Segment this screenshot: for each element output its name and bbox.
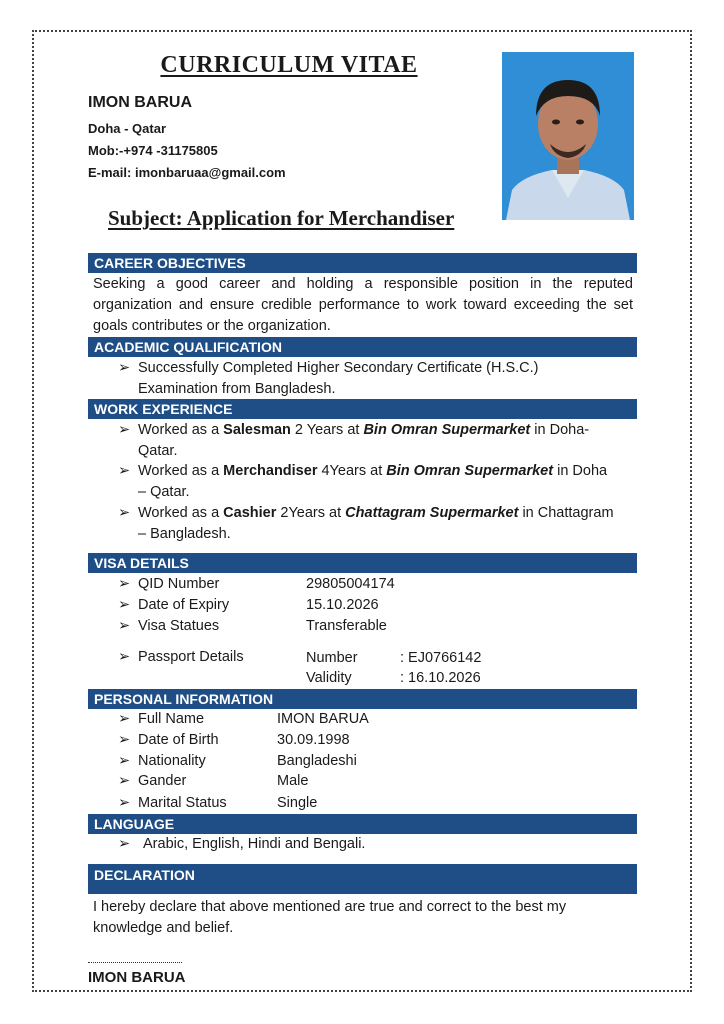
signature-name: IMON BARUA: [88, 969, 186, 986]
passport-number-label: Number: [306, 650, 358, 666]
bullet-arrow-icon: ➢: [118, 505, 131, 521]
visa-status-value: Transferable: [306, 618, 387, 634]
bullet-arrow-icon: ➢: [118, 360, 131, 376]
profile-photo: [502, 52, 634, 220]
bullet-arrow-icon: ➢: [118, 422, 131, 438]
passport-validity-label: Validity: [306, 670, 352, 686]
location: Doha - Qatar: [88, 121, 167, 136]
subject-line: Subject: Application for Merchandiser: [108, 206, 455, 230]
full-name-value: IMON BARUA: [277, 711, 369, 727]
section-career-objectives: CAREER OBJECTIVES: [88, 253, 637, 273]
passport-validity-value: : 16.10.2026: [400, 670, 481, 686]
signature-line: [88, 962, 182, 963]
section-work-experience: WORK EXPERIENCE: [88, 399, 637, 419]
expiry-value: 15.10.2026: [306, 597, 379, 613]
section-personal-information: PERSONAL INFORMATION: [88, 689, 637, 709]
applicant-name: IMON BARUA: [88, 94, 192, 111]
bullet-arrow-icon: ➢: [118, 795, 131, 811]
bullet-arrow-icon: ➢: [118, 773, 131, 789]
passport-number-value: : EJ0766142: [400, 650, 482, 666]
bullet-arrow-icon: ➢: [118, 836, 131, 852]
section-visa-details: VISA DETAILS: [88, 553, 637, 573]
marital-status-label: Marital Status: [138, 795, 227, 811]
section-language: LANGUAGE: [88, 814, 637, 834]
bullet-arrow-icon: ➢: [118, 711, 131, 727]
section-declaration: DECLARATION: [88, 864, 637, 894]
career-objective-text: Seeking a good career and holding a responsible position in the reputed organization and ensure credible performance to work toward exceeding the set goals contributes or the organization.: [93, 276, 633, 334]
list-item: ➢ Worked as a Cashier 2Years at Chattagram Supermarket in Chattagram – Bangladesh.: [118, 505, 614, 542]
bullet-arrow-icon: ➢: [118, 618, 131, 634]
nationality-label: Nationality: [138, 753, 206, 769]
languages-text: Arabic, English, Hindi and Bengali.: [143, 836, 366, 852]
bullet-arrow-icon: ➢: [118, 463, 131, 479]
qid-label: QID Number: [138, 576, 220, 592]
dob-value: 30.09.1998: [277, 732, 350, 748]
gender-value: Male: [277, 773, 309, 789]
nationality-value: Bangladeshi: [277, 753, 357, 769]
page-title: CURRICULUM VITAE: [160, 52, 418, 78]
bullet-arrow-icon: ➢: [118, 732, 131, 748]
bullet-arrow-icon: ➢: [118, 576, 131, 592]
expiry-label: Date of Expiry: [138, 597, 230, 613]
marital-status-value: Single: [277, 795, 318, 811]
full-name-label: Full Name: [138, 711, 205, 727]
bullet-arrow-icon: ➢: [118, 753, 131, 769]
list-item: ➢ Worked as a Merchandiser 4Years at Bin Omran Supermarket in Doha – Qatar.: [118, 463, 608, 500]
list-item: ➢ Successfully Completed Higher Secondary Certificate (H.S.C.) Examination from Bangladesh.: [118, 360, 539, 397]
bullet-arrow-icon: ➢: [118, 597, 131, 613]
dob-label: Date of Birth: [138, 732, 219, 748]
qid-value: 29805004174: [306, 576, 395, 592]
visa-status-label: Visa Statues: [138, 618, 220, 634]
mobile-number: Mob:-+974 -31175805: [88, 143, 218, 158]
declaration-text: I hereby declare that above mentioned are true and correct to the best my knowledge and belief.: [93, 899, 567, 936]
bullet-arrow-icon: ➢: [118, 649, 131, 665]
gender-label: Gander: [138, 773, 187, 789]
passport-label: Passport Details: [138, 649, 244, 665]
list-item: ➢ Worked as a Salesman 2 Years at Bin Omran Supermarket in Doha- Qatar.: [118, 422, 590, 459]
section-academic-qualification: ACADEMIC QUALIFICATION: [88, 337, 637, 357]
email-address: E-mail: imonbaruaa@gmail.com: [88, 165, 286, 180]
